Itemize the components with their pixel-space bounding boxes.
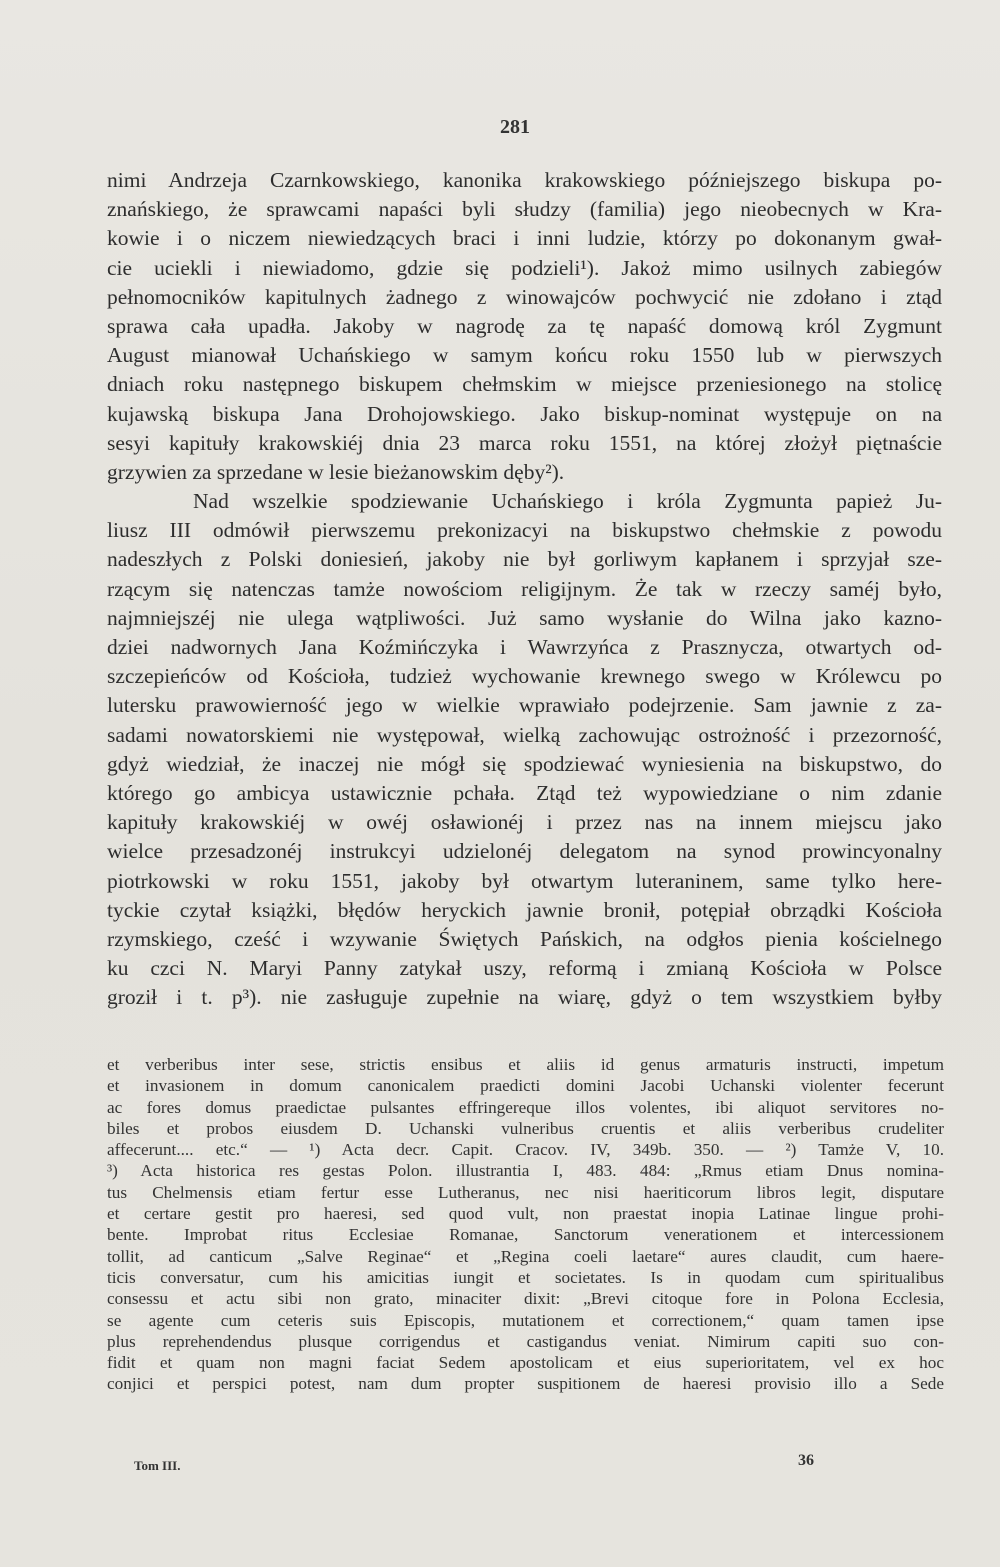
text-line: nadeszłych z Polski doniesień, jakoby nie był gorliwym kapłanem i sprzyjał sze- — [107, 547, 942, 572]
paragraph-end-line: grzywien za sprzedane w lesie bieżanowskim dęby²). — [107, 459, 565, 484]
text-line: kapituły krakowskiéj w owéj osławionéj i przez nas na innem miejscu jako — [107, 810, 942, 835]
volume-signature: Tom III. — [134, 1458, 181, 1473]
text-line: najmniejszéj nie ulega wątpliwości. Już samo wysłanie do Wilna jako kazno- — [107, 605, 942, 630]
text-line: rzymskiego, cześć i wzywanie Świętych Pańskich, na odgłos pienia kościelnego — [107, 926, 942, 951]
text-line: August mianował Uchańskiego w samym końcu roku 1550 lub w pierwszych — [107, 343, 942, 368]
footnote-line: ac fores domus praedictae pulsantes effringereque illos volentes, ibi aliquot servitores no- — [107, 1097, 944, 1117]
footnotes — [107, 1054, 944, 1395]
text-line: kujawską biskupa Jana Drohojowskiego. Jako biskup-nominat występuje on na — [107, 401, 942, 426]
footnote-line: conjici et perspici potest, nam dum propter suspitionem de haeresi provisio illo a Sede — [107, 1374, 944, 1394]
footnote-line: biles et probos eiusdem D. Uchanski vulneribus cruentis et aliis verberibus crudeliter — [107, 1118, 944, 1138]
footnote-line: et verberibus inter sese, strictis ensibus et aliis id genus armaturis instructi, impetum — [107, 1055, 944, 1074]
text-line: kowie i o niczem niewiedzących braci i inni ludzie, którzy po dokonanym gwał- — [107, 226, 942, 251]
footnote-line: ticis conversatur, cum his amicitias iungit et societates. Is in quodam cum spiritualibus — [107, 1267, 944, 1287]
sheet-number: 36 — [798, 1452, 814, 1469]
footnote-line: se agente cum ceteris suis Episcopis, mutationem et correctionem,“ quam tamen ipse — [107, 1310, 944, 1330]
text-line: sprawa cała upadła. Jakoby w nagrodę za tę napaść domową król Zygmunt — [107, 313, 942, 338]
footnote-line: et certare gestit pro haeresi, sed quod vult, non praestat inopia Latinae lingue prohi- — [107, 1204, 944, 1224]
text-line: dziei nadwornych Jana Koźmińczyka i Wawrzyńca z Prasznycza, otwartych od- — [107, 635, 942, 659]
text-line: liusz III odmówił pierwszemu prekonizacyi na biskupstwo chełmskie z powodu — [107, 518, 942, 543]
text-line: wielce przesadzonéj instrukcyi udzielonéj delegatom na synod prowincyonalny — [107, 839, 942, 864]
text-line: dniach roku następnego biskupem chełmskim w miejsce przeniesionego na stolicę — [107, 372, 942, 397]
footnote-line: consessu et actu sibi non grato, minaciter dixit: „Brevi citoque fore in Polona Ecclesia, — [107, 1289, 944, 1309]
text-line: cie uciekli i niewiadomo, gdzie się podzieli¹). Jakoż mimo usilnych zabiegów — [107, 255, 942, 280]
text-line: piotrkowski w roku 1551, jakoby był otwartym luteraninem, same tylko here- — [107, 868, 942, 893]
page-number: 281 — [500, 116, 530, 138]
text-line: lutersku prawowierność jego w wielkie wprawiało podejrzenie. Sam jawnie z za- — [107, 693, 942, 718]
footnote-line: plus reprehendendus plusque corrigendus et castigandus veniat. Nimirum capiti suo con- — [107, 1331, 944, 1351]
footnote-line: fidit et quam non magni faciat Sedem apostolicam et eius superioritatem, vel ex hoc — [107, 1353, 944, 1373]
text-line: ku czci N. Maryi Panny zatykał uszy, reformą i zmianą Kościoła w Polsce — [107, 956, 942, 981]
text-line: groził i t. p³). nie zasługuje zupełnie na wiarę, gdyż o tem wszystkiem byłby — [107, 985, 942, 1010]
main-text — [107, 166, 942, 1012]
text-line: którego go ambicya ustawicznie pchała. Ztąd też wypowiedziane o nim zdanie — [107, 780, 942, 805]
footnote-line: bente. Improbat ritus Ecclesiae Romanae, Sanctorum venerationem et intercessionem — [107, 1225, 944, 1245]
text-line: sadami nowatorskiemi nie występował, wielką zachowując ostrożność i przezorność, — [107, 722, 942, 747]
text-line: tyckie czytał książki, błędów heryckich jawnie bronił, potępiał obrządki Kościoła — [107, 897, 942, 922]
text-line: szczepieńców od Kościoła, tudzież wychowanie krewnego swego w Królewcu po — [107, 664, 942, 689]
text-line: znańskiego, że sprawcami napaści byli słudzy (familia) jego nieobecnych w Kra- — [107, 197, 942, 222]
footnote-line: ³) Acta historica res gestas Polon. illustrantia I, 483. 484: „Rmus etiam Dnus nomina- — [107, 1161, 944, 1181]
footnote-line: affecerunt.... etc.“ — ¹) Acta decr. Capit. Cracov. IV, 349b. 350. — ²) Tamże V, 10. — [107, 1140, 944, 1160]
footnote-line: tus Chelmensis etiam fertur esse Lutheranus, nec nisi haeriticorum libros legit, disputare — [107, 1182, 944, 1202]
text-line: gdyż wiedział, że inaczej nie mógł się spodziewać wyniesienia na biskupstwo, do — [107, 751, 942, 776]
text-line: pełnomocników kapitulnych żadnego z winowajców pochwycić nie zdołano i ztąd — [107, 284, 942, 309]
footnote-line: tollit, ad canticum „Salve Reginae“ et „Regina coeli laetare“ aures claudit, cum haere- — [107, 1246, 944, 1266]
footnote-line: et invasionem in domum canonicalem praedicti domini Jacobi Uchanski violenter fecerunt — [107, 1076, 944, 1096]
paragraph-start-line: Nad wszelkie spodziewanie Uchańskiego i króla Zygmunta papież Ju- — [193, 489, 942, 514]
text-line: nimi Andrzeja Czarnkowskiego, kanonika krakowskiego późniejszego biskupa po- — [107, 168, 942, 192]
text-line: sesyi kapituły krakowskiéj dnia 23 marca roku 1551, na której złożył piętnaście — [107, 430, 942, 455]
text-line: rzącym się natenczas tamże nowościom religijnym. Że tak w rzeczy saméj było, — [107, 576, 942, 601]
